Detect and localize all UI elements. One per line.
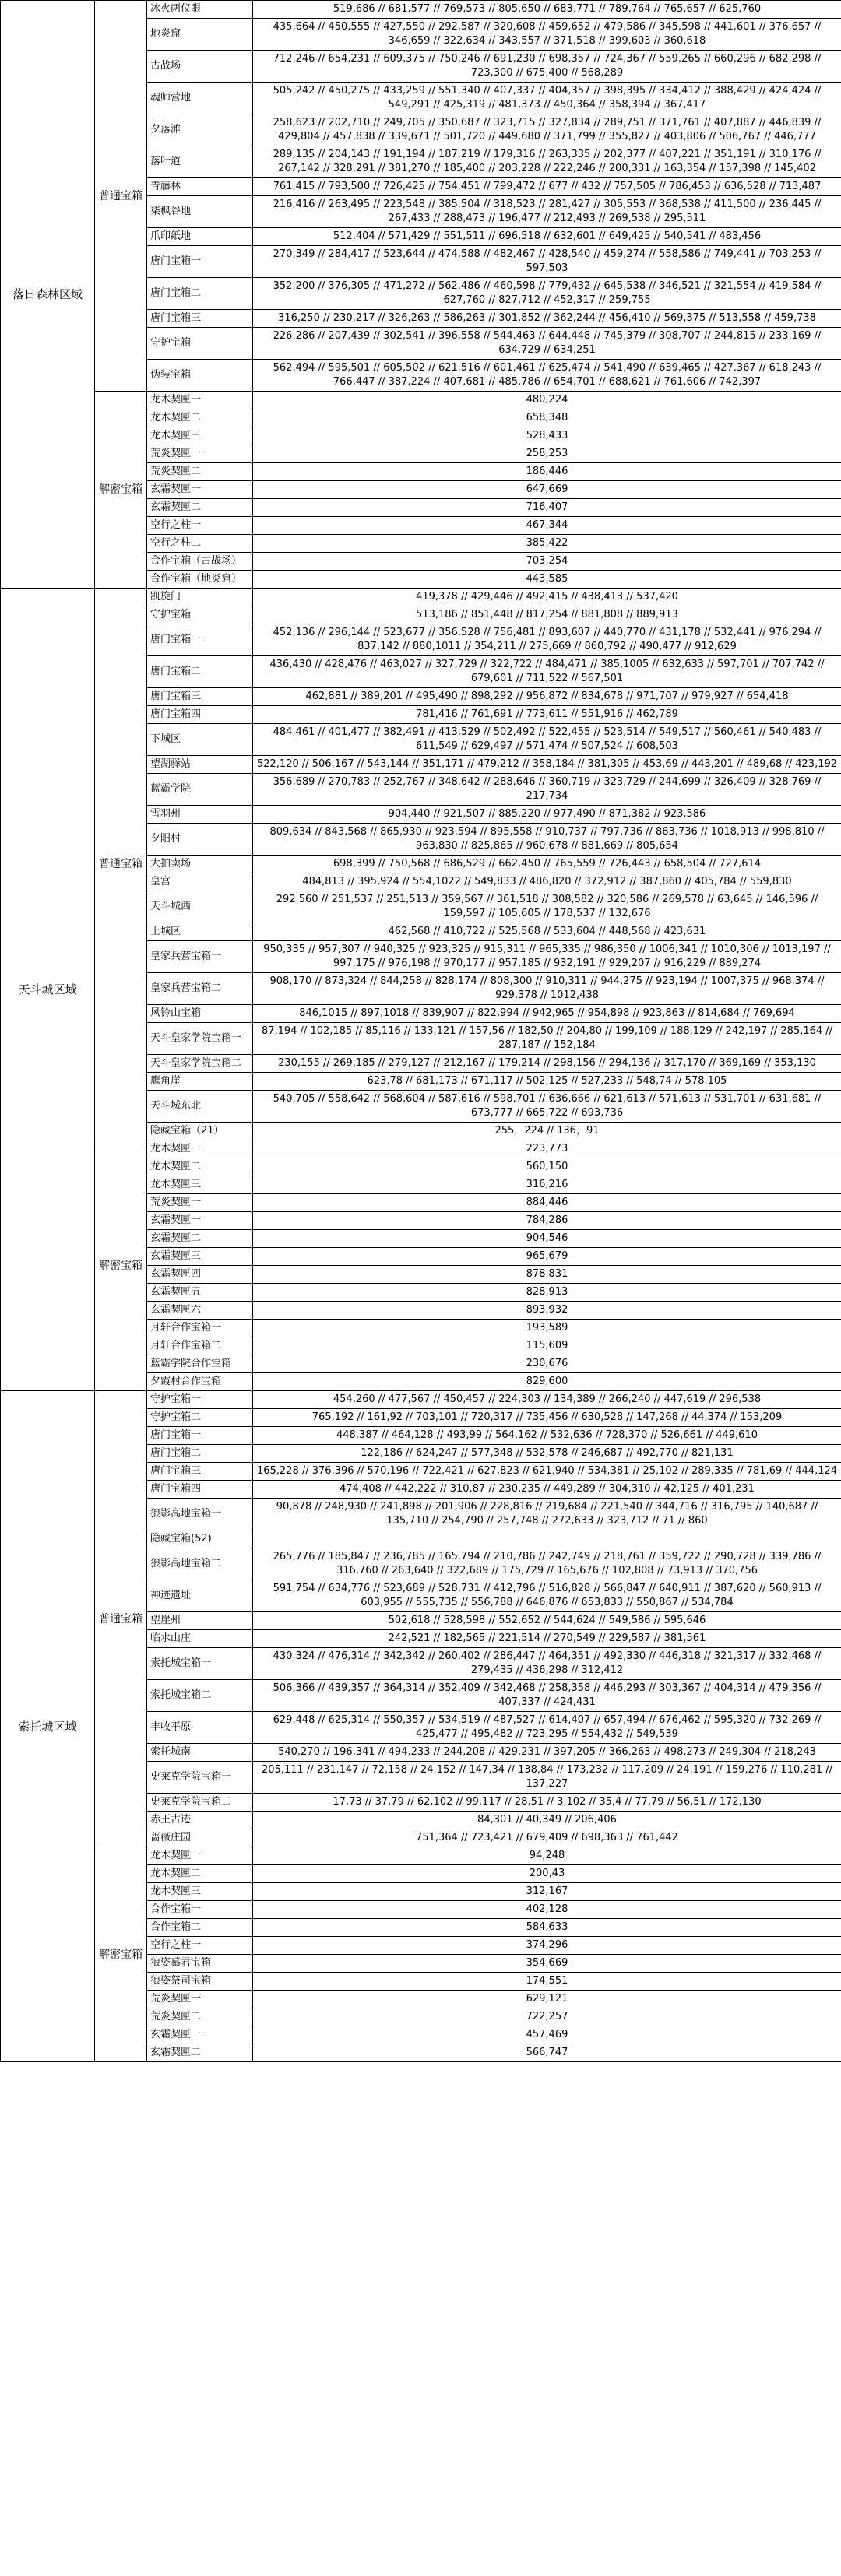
location-cell: 风铃山宝箱	[147, 1005, 253, 1023]
location-cell: 唐门宝箱一	[147, 1427, 253, 1445]
location-cell: 蓝霸学院合作宝箱	[147, 1355, 253, 1373]
coordinates-cell: 904,546	[253, 1230, 841, 1248]
location-cell: 唐门宝箱一	[147, 246, 253, 278]
location-cell: 龙木契匣三	[147, 427, 253, 445]
coordinates-cell: 647,669	[253, 481, 841, 499]
category-cell: 解密宝箱	[95, 392, 147, 589]
coordinates-cell: 289,135 // 204,143 // 191,194 // 187,219 // 179,316 // 263,335 // 202,377 // 407,221 // 351,191 // 310,176 // 267,142 // 328,291 // 381,270 // 185,400 // 203,228 // 222,246 // 200,331 // 163,354 // 157,398 // 145,402	[253, 146, 841, 178]
location-cell: 柒枫谷地	[147, 196, 253, 228]
location-cell: 史莱克学院宝箱二	[147, 1794, 253, 1812]
coordinates-cell: 385,422	[253, 535, 841, 553]
coordinates-cell: 965,679	[253, 1248, 841, 1266]
category-cell: 普通宝箱	[95, 1391, 147, 1847]
location-cell: 守护宝箱	[147, 606, 253, 624]
coordinates-cell: 908,170 // 873,324 // 844,258 // 828,174 // 808,300 // 910,311 // 944,275 // 923,194 // 1007,375 // 968,374 // 929,378 // 1012,438	[253, 973, 841, 1005]
coordinates-cell: 519,686 // 681,577 // 769,573 // 805,650 // 683,771 // 789,764 // 765,657 // 625,760	[253, 1, 841, 19]
coordinates-cell: 354,669	[253, 1955, 841, 1973]
coordinates-cell: 242,521 // 182,565 // 221,514 // 270,549 // 229,587 // 381,561	[253, 1630, 841, 1648]
coordinates-cell: 474,408 // 442,222 // 310,87 // 230,235 // 449,289 // 304,310 // 42,125 // 401,231	[253, 1481, 841, 1499]
coordinates-cell: 878,831	[253, 1266, 841, 1284]
location-cell: 隐藏宝箱（21）	[147, 1123, 253, 1140]
category-cell: 解密宝箱	[95, 1140, 147, 1391]
location-cell: 天斗皇家学院宝箱二	[147, 1055, 253, 1073]
location-cell: 龙木契匣二	[147, 409, 253, 427]
location-cell: 唐门宝箱一	[147, 624, 253, 656]
location-cell: 青藤林	[147, 178, 253, 196]
coordinates-cell: 165,228 // 376,396 // 570,196 // 722,421 // 627,823 // 621,940 // 534,381 // 25,102 // 289,335 // 781,69 // 444,124	[253, 1463, 841, 1481]
location-cell: 玄霜契匣四	[147, 1266, 253, 1284]
coordinates-cell: 884,446	[253, 1194, 841, 1212]
coordinates-cell: 829,600	[253, 1373, 841, 1391]
location-cell: 丰收平原	[147, 1712, 253, 1744]
coordinates-cell: 448,387 // 464,128 // 493,99 // 564,162 // 532,636 // 728,370 // 526,661 // 449,610	[253, 1427, 841, 1445]
location-cell: 玄霜契匣二	[147, 1230, 253, 1248]
location-cell: 合作宝箱（古战场）	[147, 553, 253, 571]
coordinates-cell: 522,120 // 506,167 // 543,144 // 351,171 // 479,212 // 358,184 // 381,305 // 453,69 // 443,201 // 489,68 // 423,192	[253, 756, 841, 774]
coordinates-cell: 402,128	[253, 1901, 841, 1919]
coordinates-cell: 226,286 // 207,439 // 302,541 // 396,558 // 544,463 // 644,448 // 745,379 // 308,707 // 244,815 // 233,169 // 634,729 // 634,251	[253, 328, 841, 360]
table-row	[1, 1847, 841, 1865]
location-cell: 唐门宝箱二	[147, 278, 253, 310]
coordinates-cell: 230,155 // 269,185 // 279,127 // 212,167 // 179,214 // 298,156 // 294,136 // 317,170 // 369,169 // 353,130	[253, 1055, 841, 1073]
location-cell: 蓝霸学院	[147, 774, 253, 806]
coordinates-cell: 751,364 // 723,421 // 679,409 // 698,363 // 761,442	[253, 1829, 841, 1847]
coordinates-cell: 186,446	[253, 463, 841, 481]
table-row	[1, 1391, 841, 1409]
coordinates-cell: 540,270 // 196,341 // 494,233 // 244,208 // 429,231 // 397,205 // 366,263 // 498,273 // 249,304 // 218,243	[253, 1744, 841, 1762]
coordinates-cell: 457,469	[253, 2026, 841, 2044]
location-cell: 荒炎契匣二	[147, 2008, 253, 2026]
treasure-table-body	[1, 1, 841, 2062]
location-cell: 唐门宝箱三	[147, 1463, 253, 1481]
location-cell: 空行之柱一	[147, 517, 253, 535]
location-cell: 守护宝箱一	[147, 1391, 253, 1409]
location-cell: 唐门宝箱四	[147, 1481, 253, 1499]
coordinates-cell: 312,167	[253, 1883, 841, 1901]
coordinates-cell: 230,676	[253, 1355, 841, 1373]
coordinates-cell: 784,286	[253, 1212, 841, 1230]
coordinates-cell: 623,78 // 681,173 // 671,117 // 502,125 // 527,233 // 548,74 // 578,105	[253, 1073, 841, 1091]
location-cell: 下城区	[147, 724, 253, 756]
location-cell: 大拍卖场	[147, 856, 253, 873]
region-cell: 天斗城区域	[1, 589, 95, 1391]
location-cell: 天斗城西	[147, 891, 253, 923]
location-cell: 天斗城东北	[147, 1091, 253, 1123]
coordinates-cell: 809,634 // 843,568 // 865,930 // 923,594 // 895,558 // 910,737 // 797,736 // 863,736 // 1018,913 // 998,810 // 963,830 // 825,865 // 960,678 // 881,669 // 805,654	[253, 824, 841, 856]
location-cell: 玄霜契匣一	[147, 1212, 253, 1230]
coordinates-cell: 419,378 // 429,446 // 492,415 // 438,413 // 537,420	[253, 589, 841, 606]
coordinates-cell: 174,551	[253, 1973, 841, 1991]
location-cell: 狼影高地宝箱二	[147, 1548, 253, 1580]
location-cell: 魂师营地	[147, 83, 253, 114]
location-cell: 神迹遗址	[147, 1580, 253, 1612]
location-cell: 蔷薇庄园	[147, 1829, 253, 1847]
location-cell: 爪印纸地	[147, 228, 253, 246]
location-cell: 落叶道	[147, 146, 253, 178]
location-cell: 上城区	[147, 923, 253, 941]
location-cell: 龙木契匣二	[147, 1865, 253, 1883]
location-cell: 玄霜契匣二	[147, 2044, 253, 2062]
coordinates-cell: 846,1015 // 897,1018 // 839,907 // 822,994 // 942,965 // 954,898 // 923,863 // 814,684 // 769,694	[253, 1005, 841, 1023]
region-cell: 落日森林区域	[1, 1, 95, 589]
location-cell: 玄霜契匣五	[147, 1284, 253, 1302]
coordinates-cell: 950,335 // 957,307 // 940,325 // 923,325 // 915,311 // 965,335 // 986,350 // 1006,341 // 1010,306 // 1013,197 // 997,175 // 976,198 // 970,177 // 957,185 // 932,191 // 929,207 // 916,229 // 889,274	[253, 941, 841, 973]
coordinates-cell: 352,200 // 376,305 // 471,272 // 562,486 // 460,598 // 779,432 // 645,538 // 346,521 // 321,554 // 419,584 // 627,760 // 827,712 // 452,317 // 259,755	[253, 278, 841, 310]
location-cell: 荒炎契匣一	[147, 1991, 253, 2008]
location-cell: 临水山庄	[147, 1630, 253, 1648]
location-cell: 玄霜契匣六	[147, 1302, 253, 1320]
location-cell: 守护宝箱	[147, 328, 253, 360]
coordinates-cell: 292,560 // 251,537 // 251,513 // 359,567 // 361,518 // 308,582 // 320,586 // 269,578 // 63,645 // 146,596 // 159,597 // 105,605 // 178,537 // 132,676	[253, 891, 841, 923]
coordinates-cell: 703,254	[253, 553, 841, 571]
coordinates-cell: 765,192 // 161,92 // 703,101 // 720,317 // 735,456 // 630,528 // 147,268 // 44,374 // 153,209	[253, 1409, 841, 1427]
location-cell: 龙木契匣二	[147, 1158, 253, 1176]
location-cell: 龙木契匣一	[147, 1140, 253, 1158]
coordinates-cell: 513,186 // 851,448 // 817,254 // 881,808 // 889,913	[253, 606, 841, 624]
coordinates-cell: 698,399 // 750,568 // 686,529 // 662,450 // 765,559 // 726,443 // 658,504 // 727,614	[253, 856, 841, 873]
coordinates-cell: 484,813 // 395,924 // 554,1022 // 549,833 // 486,820 // 372,912 // 387,860 // 405,784 // 559,830	[253, 873, 841, 891]
coordinates-cell: 258,253	[253, 445, 841, 463]
coordinates-cell: 258,623 // 202,710 // 249,705 // 350,687 // 323,715 // 327,834 // 289,751 // 371,761 // 407,887 // 446,839 // 429,804 // 457,838 // 339,671 // 501,720 // 449,680 // 371,799 // 355,827 // 403,806 // 506,767 // 446,777	[253, 114, 841, 146]
coordinates-cell: 658,348	[253, 409, 841, 427]
coordinates-cell: 712,246 // 654,231 // 609,375 // 750,246 // 691,230 // 698,357 // 724,367 // 559,265 // 660,296 // 682,298 // 723,300 // 675,400 // 568,289	[253, 51, 841, 83]
location-cell: 天斗皇家学院宝箱一	[147, 1023, 253, 1055]
location-cell: 古战场	[147, 51, 253, 83]
location-cell: 守护宝箱二	[147, 1409, 253, 1427]
coordinates-cell: 216,416 // 263,495 // 223,548 // 385,504 // 318,523 // 281,427 // 305,553 // 368,538 // 411,500 // 236,445 // 267,433 // 288,473 // 196,477 // 212,493 // 269,538 // 295,511	[253, 196, 841, 228]
location-cell: 皇宫	[147, 873, 253, 891]
location-cell: 合作宝箱二	[147, 1919, 253, 1937]
location-cell: 月轩合作宝箱一	[147, 1320, 253, 1337]
coordinates-cell: 781,416 // 761,691 // 773,611 // 551,916 // 462,789	[253, 706, 841, 724]
location-cell: 龙木契匣三	[147, 1883, 253, 1901]
location-cell: 月轩合作宝箱二	[147, 1337, 253, 1355]
location-cell: 地炎窟	[147, 19, 253, 51]
location-cell: 唐门宝箱二	[147, 1445, 253, 1463]
location-cell: 雪羽州	[147, 806, 253, 824]
coordinates-cell: 584,633	[253, 1919, 841, 1937]
coordinates-cell: 761,415 // 793,500 // 726,425 // 754,451 // 799,472 // 677 // 432 // 757,505 // 786,453 // 636,528 // 713,487	[253, 178, 841, 196]
coordinates-cell: 115,609	[253, 1337, 841, 1355]
location-cell: 夕阳村	[147, 824, 253, 856]
location-cell: 皇家兵营宝箱二	[147, 973, 253, 1005]
coordinates-cell: 560,150	[253, 1158, 841, 1176]
coordinates-cell: 467,344	[253, 517, 841, 535]
location-cell: 玄霜契匣二	[147, 499, 253, 517]
coordinates-cell: 84,301 // 40,349 // 206,406	[253, 1812, 841, 1829]
location-cell: 玄霜契匣一	[147, 481, 253, 499]
coordinates-cell: 904,440 // 921,507 // 885,220 // 977,490 // 871,382 // 923,586	[253, 806, 841, 824]
location-cell: 唐门宝箱三	[147, 310, 253, 328]
coordinates-cell: 87,194 // 102,185 // 85,116 // 133,121 // 157,56 // 182,50 // 204,80 // 199,109 // 188,129 // 242,197 // 285,164 // 287,187 // 152,184	[253, 1023, 841, 1055]
location-cell: 赤王古迹	[147, 1812, 253, 1829]
region-cell: 索托城区域	[1, 1391, 95, 2062]
location-cell: 空行之柱二	[147, 535, 253, 553]
location-cell: 狼影高地宝箱一	[147, 1499, 253, 1530]
location-cell: 皇家兵营宝箱一	[147, 941, 253, 973]
coordinates-cell: 454,260 // 477,567 // 450,457 // 224,303 // 134,389 // 266,240 // 447,619 // 296,538	[253, 1391, 841, 1409]
location-cell: 索托城南	[147, 1744, 253, 1762]
coordinates-cell: 205,111 // 231,147 // 72,158 // 24,152 // 147,34 // 138,84 // 173,232 // 117,209 // 24,191 // 159,276 // 110,281 // 137,227	[253, 1762, 841, 1794]
category-cell: 解密宝箱	[95, 1847, 147, 2062]
location-cell: 唐门宝箱三	[147, 688, 253, 706]
location-cell: 夕落滩	[147, 114, 253, 146]
table-row	[1, 589, 841, 606]
coordinates-cell: 316,216	[253, 1176, 841, 1194]
location-cell: 索托城宝箱一	[147, 1648, 253, 1680]
coordinates-cell: 502,618 // 528,598 // 552,652 // 544,624 // 549,586 // 595,646	[253, 1612, 841, 1630]
location-cell: 唐门宝箱四	[147, 706, 253, 724]
location-cell: 唐门宝箱二	[147, 656, 253, 688]
table-row	[1, 392, 841, 409]
coordinates-cell: 90,878 // 248,930 // 241,898 // 201,906 // 228,816 // 219,684 // 221,540 // 344,716 // 316,795 // 140,687 // 135,710 // 254,790 // 257,748 // 272,633 // 323,712 // 71 // 860	[253, 1499, 841, 1530]
coordinates-cell: 629,448 // 625,314 // 550,357 // 534,519 // 487,527 // 614,407 // 657,494 // 676,462 // 595,320 // 732,269 // 425,477 // 495,482 // 723,295 // 554,432 // 549,539	[253, 1712, 841, 1744]
location-cell: 凯旋门	[147, 589, 253, 606]
coordinates-cell: 430,324 // 476,314 // 342,342 // 260,402 // 286,447 // 464,351 // 492,330 // 446,318 // 321,317 // 332,468 // 279,435 // 436,298 // 312,412	[253, 1648, 841, 1680]
coordinates-cell: 94,248	[253, 1847, 841, 1865]
coordinates-cell: 528,433	[253, 427, 841, 445]
location-cell: 望湖驿站	[147, 756, 253, 774]
coordinates-cell: 828,913	[253, 1284, 841, 1302]
coordinates-cell: 452,136 // 296,144 // 523,677 // 356,528 // 756,481 // 893,607 // 440,770 // 431,178 // 532,441 // 976,294 // 837,142 // 880,1011 // 354,211 // 275,669 // 860,792 // 490,477 // 912,629	[253, 624, 841, 656]
location-cell: 史莱克学院宝箱一	[147, 1762, 253, 1794]
coordinates-cell: 443,585	[253, 571, 841, 589]
coordinates-cell: 562,494 // 595,501 // 605,502 // 621,516 // 601,461 // 625,474 // 541,490 // 639,465 // 427,367 // 618,243 // 766,447 // 387,224 // 407,681 // 485,786 // 654,701 // 688,621 // 761,606 // 742,397	[253, 360, 841, 392]
location-cell: 望崖州	[147, 1612, 253, 1630]
location-cell: 冰火两仪眼	[147, 1, 253, 19]
location-cell: 隐藏宝箱(52)	[147, 1530, 253, 1548]
location-cell: 龙木契匣一	[147, 1847, 253, 1865]
coordinates-cell: 722,257	[253, 2008, 841, 2026]
coordinates-cell: 316,250 // 230,217 // 326,263 // 586,263 // 301,852 // 362,244 // 456,410 // 569,375 // 513,558 // 459,738	[253, 310, 841, 328]
coordinates-cell: 716,407	[253, 499, 841, 517]
location-cell: 荒炎契匣一	[147, 1194, 253, 1212]
coordinates-cell: 512,404 // 571,429 // 551,511 // 696,518 // 632,601 // 649,425 // 540,541 // 483,456	[253, 228, 841, 246]
coordinates-cell: 435,664 // 450,555 // 427,550 // 292,587 // 320,608 // 459,652 // 479,586 // 345,598 // 441,601 // 376,657 // 346,659 // 322,634 // 343,557 // 371,518 // 399,603 // 360,618	[253, 19, 841, 51]
coordinates-cell: 506,366 // 439,357 // 364,314 // 352,409 // 342,468 // 258,358 // 446,293 // 303,367 // 404,314 // 479,356 // 407,337 // 424,431	[253, 1680, 841, 1712]
location-cell: 荒炎契匣一	[147, 445, 253, 463]
location-cell: 龙木契匣三	[147, 1176, 253, 1194]
location-cell: 空行之柱一	[147, 1937, 253, 1955]
coordinates-cell: 893,932	[253, 1302, 841, 1320]
table-row	[1, 1, 841, 19]
location-cell: 鹰角崖	[147, 1073, 253, 1091]
location-cell: 夕霞村合作宝箱	[147, 1373, 253, 1391]
coordinates-cell: 122,186 // 624,247 // 577,348 // 532,578 // 246,687 // 492,770 // 821,131	[253, 1445, 841, 1463]
coordinates-cell: 17,73 // 37,79 // 62,102 // 99,117 // 28,51 // 3,102 // 35,4 // 77,79 // 56,51 // 172,130	[253, 1794, 841, 1812]
coordinates-cell: 193,589	[253, 1320, 841, 1337]
location-cell: 伪装宝箱	[147, 360, 253, 392]
coordinates-cell: 200,43	[253, 1865, 841, 1883]
coordinates-cell	[253, 1530, 841, 1548]
coordinates-cell: 356,689 // 270,783 // 252,767 // 348,642 // 288,646 // 360,719 // 323,729 // 244,699 // 326,409 // 328,769 // 217,734	[253, 774, 841, 806]
category-cell: 普通宝箱	[95, 589, 147, 1140]
location-cell: 狼姿祭司宝箱	[147, 1973, 253, 1991]
coordinates-cell: 462,568 // 410,722 // 525,568 // 533,604 // 448,568 // 423,631	[253, 923, 841, 941]
coordinates-cell: 540,705 // 558,642 // 568,604 // 587,616 // 598,701 // 636,666 // 621,613 // 571,613 // 531,701 // 631,681 // 673,777 // 665,722 // 693,736	[253, 1091, 841, 1123]
coordinates-cell: 265,776 // 185,847 // 236,785 // 165,794 // 210,786 // 242,749 // 218,761 // 359,722 // 290,728 // 339,786 // 316,760 // 263,640 // 322,689 // 175,729 // 165,676 // 102,808 // 73,913 // 370,756	[253, 1548, 841, 1580]
coordinates-cell: 505,242 // 450,275 // 433,259 // 551,340 // 407,337 // 404,357 // 398,395 // 334,412 // 388,429 // 424,424 // 549,291 // 425,319 // 481,373 // 450,364 // 358,394 // 367,417	[253, 83, 841, 114]
coordinates-cell: 223,773	[253, 1140, 841, 1158]
location-cell: 合作宝箱一	[147, 1901, 253, 1919]
location-cell: 合作宝箱（地炎窟）	[147, 571, 253, 589]
coordinates-cell: 462,881 // 389,201 // 495,490 // 898,292 // 956,872 // 834,678 // 971,707 // 979,927 // 654,418	[253, 688, 841, 706]
coordinates-cell: 270,349 // 284,417 // 523,644 // 474,588 // 482,467 // 428,540 // 459,274 // 558,586 // 749,441 // 703,253 // 597,503	[253, 246, 841, 278]
coordinates-cell: 255，224 // 136，91	[253, 1123, 841, 1140]
coordinates-cell: 484,461 // 401,477 // 382,491 // 413,529 // 502,492 // 522,455 // 523,514 // 549,517 // 560,461 // 540,483 // 611,549 // 629,497 // 571,474 // 507,524 // 608,503	[253, 724, 841, 756]
coordinates-cell: 480,224	[253, 392, 841, 409]
coordinates-cell: 629,121	[253, 1991, 841, 2008]
coordinates-cell: 374,296	[253, 1937, 841, 1955]
location-cell: 索托城宝箱二	[147, 1680, 253, 1712]
coordinates-cell: 591,754 // 634,776 // 523,689 // 528,731 // 412,796 // 516,828 // 566,847 // 640,911 // 387,620 // 560,913 // 603,955 // 555,735 // 556,788 // 646,876 // 653,833 // 550,867 // 534,784	[253, 1580, 841, 1612]
category-cell: 普通宝箱	[95, 1, 147, 392]
coordinates-cell: 436,430 // 428,476 // 463,027 // 327,729 // 322,722 // 484,471 // 385,1005 // 632,633 // 597,701 // 707,742 // 679,601 // 711,522 // 567,501	[253, 656, 841, 688]
location-cell: 狼姿慕君宝箱	[147, 1955, 253, 1973]
location-cell: 玄霜契匣一	[147, 2026, 253, 2044]
table-row	[1, 1140, 841, 1158]
coordinates-cell: 566,747	[253, 2044, 841, 2062]
location-cell: 荒炎契匣二	[147, 463, 253, 481]
location-cell: 龙木契匣一	[147, 392, 253, 409]
location-cell: 玄霜契匣三	[147, 1248, 253, 1266]
